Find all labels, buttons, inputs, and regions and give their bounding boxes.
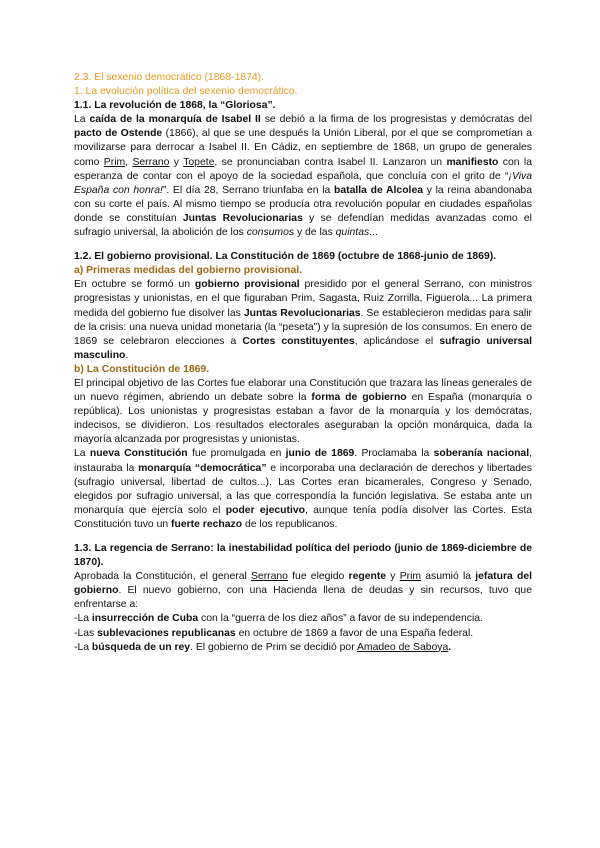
- section-subtitle: 1. La evolución política del sexenio democrático.: [74, 86, 298, 98]
- heading-1-2-a: a) Primeras medidas del gobierno provisional.: [74, 265, 303, 277]
- heading-1-2: 1.2. El gobierno provisional. La Constitución de 1869 (octubre de 1868-junio de 1869).: [74, 251, 497, 263]
- list-item-sublevaciones: -Las sublevaciones republicanas en octubre de 1869 a favor de una España federal.: [74, 627, 474, 639]
- heading-1-2-b: b) La Constitución de 1869.: [74, 363, 210, 375]
- document-content: [74, 71, 532, 655]
- paragraph-constitucion-promulgacion: La nueva Constitución fue promulgada en junio de 1869. Proclamaba la soberanía nacional, instauraba la monarquía “democrática” e incorporaba una declaración de derechos y libertades (sufragio universal, libertad de cultos...). Las Cortes eran bicamerales, Congreso y Senado, elegidos por sufragio universal, a las que correspondía la función legislativa. Se estaba ante un monarquía que ejercía solo el poder ejecutivo, aunque tenía podía disolver las Cortes. Esta Constitución tuvo un fuerte rechazo de los republicanos.: [74, 448, 532, 530]
- list-item-busqueda-rey: -La búsqueda de un rey. El gobierno de Prim se decidió por Amadeo de Saboya.: [74, 641, 452, 653]
- list-item-cuba: -La insurrección de Cuba con la “guerra de los diez años” a favor de su independencia.: [74, 613, 483, 625]
- paragraph-regencia: Aprobada la Constitución, el general Serrano fue elegido regente y Prim asumió la jefatura del gobierno. El nuevo gobierno, con una Hacienda llena de deudas y sin recursos, tuvo que enfrentarse a:: [74, 571, 532, 611]
- paragraph-gobierno-provisional: En octubre se formó un gobierno provisional presidido por el general Serrano, con ministros progresistas y unionistas, en el que figuraban Prim, Sagasta, Ruiz Zorrilla, Figuerola... La primera medida del gobierno fue disolver las Juntas Revolucionarias. Se establecieron medidas para salir de la crisis: una nueva unidad monetaria (la “peseta”) y la supresión de los consumos. En enero de 1869 se celebraron elecciones a Cortes constituyentes, aplicándose el sufragio universal masculino.: [74, 279, 532, 361]
- paragraph-revolucion: La caída de la monarquía de Isabel II se debió a la firma de los progresistas y demócratas del pacto de Ostende (1866), al que se une después la Unión Liberal, por el que se comprometían a movilizarse para derrocar a Isabel II. En Cádiz, en septiembre de 1868, un grupo de generales como Prim, Serrano y Topete, se pronunciaban contra Isabel II. Lanzaron un manifiesto con la esperanza de contar con el apoyo de la sociedad española, que concluía con el grito de “¡Viva España con honra!”. El día 28, Serrano triunfaba en la batalla de Alcolea y la reina abandonaba con su corte el país. Al mismo tiempo se producía otra revolución popular en ciudades españolas donde se constituían Juntas Revolucionarias y se defendían medidas avanzadas como el sufragio universal, la abolición de los consumos y de las quintas...: [74, 114, 533, 239]
- heading-1-3: 1.3. La regencia de Serrano: la inestabilidad política del periodo (junio de 1869-diciembre de 1870).: [74, 543, 532, 569]
- section-title: 2.3. El sexenio democrático (1868-1874).: [74, 72, 265, 83]
- paragraph-constitucion-objetivo: El principal objetivo de las Cortes fue elaborar una Constitución que trazara las líneas generales de un nuevo régimen, abriendo un debate sobre la forma de gobierno en España (monarquía o república). Los unionistas y progresistas estaban a favor de la monarquía y los demócratas, indecisos, se dividieron. Los resultados electorales aseguraban la opción monárquica, dada la mayoría alcanzada por progresistas y unionistas.: [74, 377, 533, 446]
- heading-1-1: 1.1. La revolución de 1868, la “Gloriosa”.: [74, 100, 276, 112]
